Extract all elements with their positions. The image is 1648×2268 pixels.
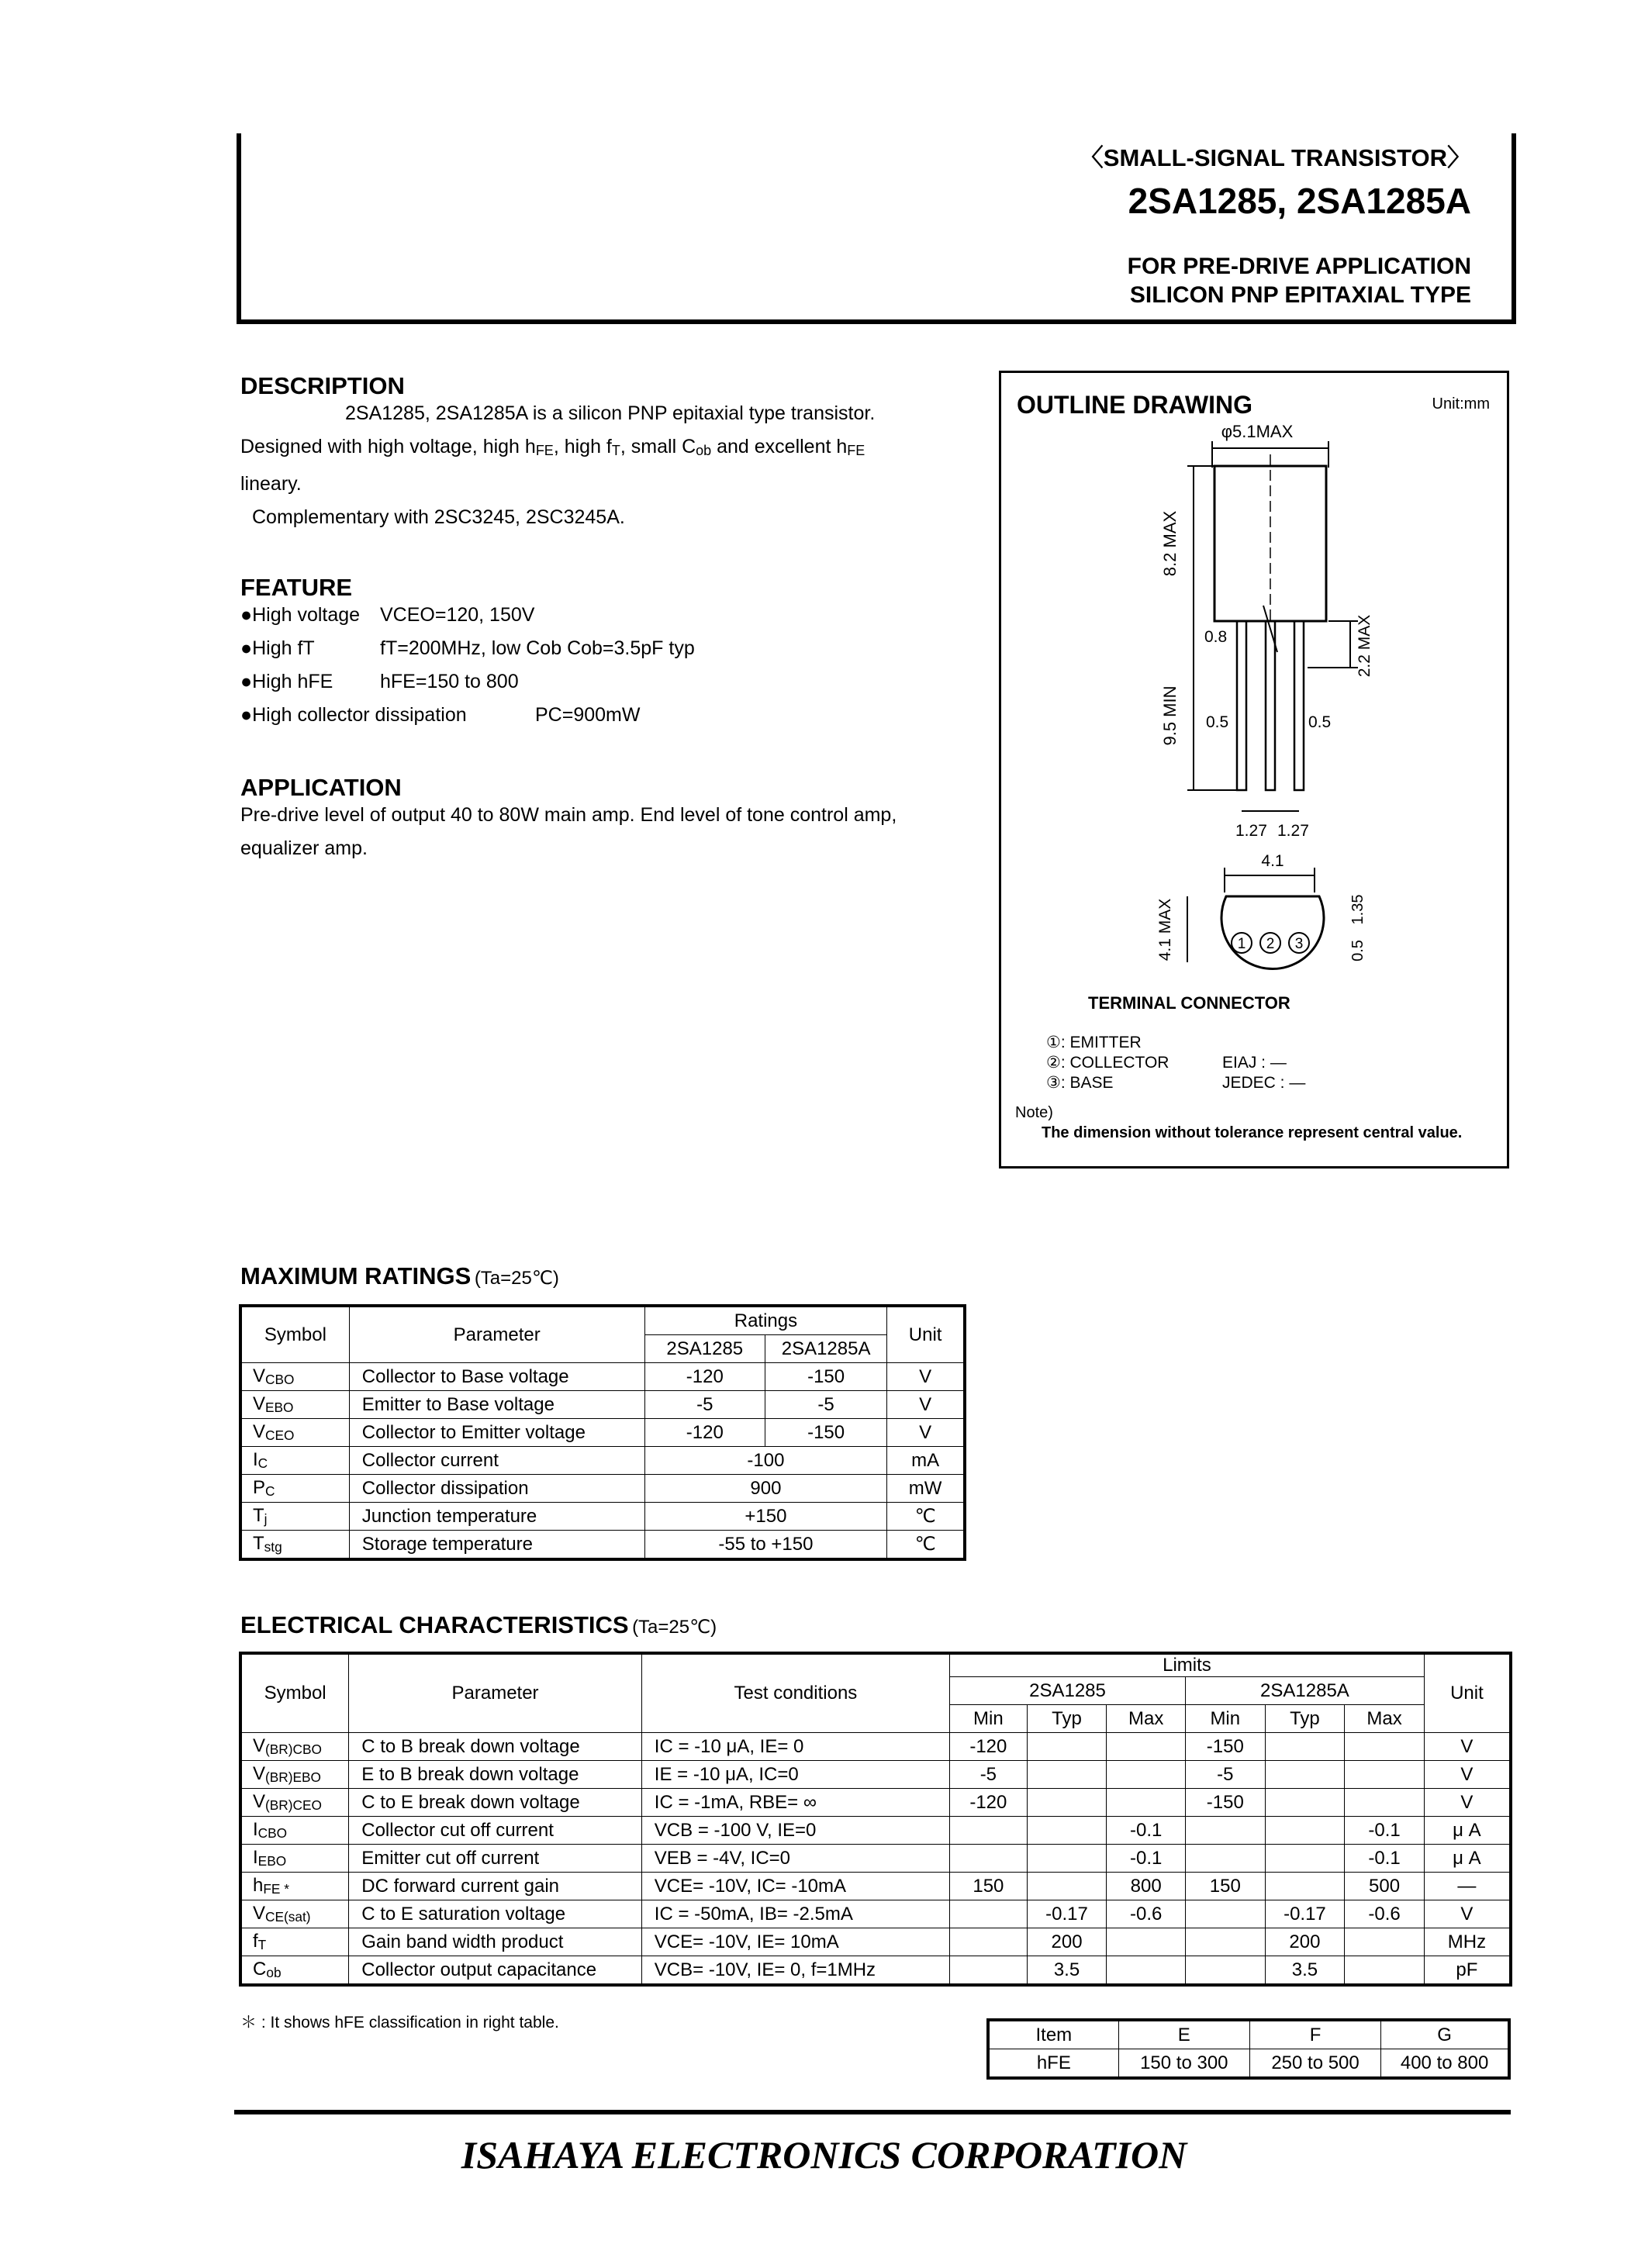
limit-cell [1185,1845,1265,1873]
limit-cell: 150 [1185,1873,1265,1900]
symbol-cell: $V_{CEO}$ [240,1419,349,1447]
test-condition-cell: VCB = -100 V, IE=0 [641,1817,949,1845]
table-row [240,1391,965,1419]
dim-pitch-1: 1.27 [1235,822,1267,840]
note-label: Note) [1015,1104,1053,1121]
limit-cell [1027,1873,1107,1900]
limit-cell [1185,1928,1265,1956]
table-row [240,1789,1511,1817]
feature-item: ●High voltage VCEO=120, 150V [240,604,535,626]
outline-drawing-svg [1001,373,1507,1166]
application-subtitle: FOR PRE-DRIVE APPLICATION [1127,254,1471,279]
limit-cell: -120 [950,1789,1028,1817]
limit-cell [950,1928,1028,1956]
limit-cell: -0.17 [1265,1900,1345,1928]
table-row [240,1733,1511,1761]
table-row [240,1363,965,1391]
header-max: Max [1107,1705,1186,1733]
company-name: ISAHAYA ELECTRONICS CORPORATION [461,2133,1187,2177]
table-row [240,1475,965,1503]
limit-cell [1345,1956,1425,1986]
test-condition-cell: IC = -1mA, RBE= ∞ [641,1789,949,1817]
parameter-cell: Junction temperature [349,1503,644,1531]
parameter-cell: DC forward current gain [349,1873,642,1900]
part-number-title: 2SA1285, 2SA1285A [1128,181,1471,221]
footer-rule [234,2110,1511,2114]
limit-cell: 3.5 [1265,1956,1345,1986]
pin-2-label: 2 [1266,936,1275,952]
description-line-3: lineary. [240,473,302,495]
elec-table [239,1652,1512,1987]
limit-cell: -0.17 [1027,1900,1107,1928]
dim-0-5-right: 0.5 [1308,713,1332,731]
value-cell: -5 [765,1391,886,1419]
value-cell: -100 [644,1447,887,1475]
table-row [240,1900,1511,1928]
dim-4-1: 4.1 [1261,852,1284,870]
note-text: The dimension without tolerance represent central value. [1042,1124,1463,1141]
limit-cell: 800 [1107,1873,1186,1900]
limit-cell [1027,1733,1107,1761]
unit-cell: ℃ [887,1503,965,1531]
parameter-cell: Emitter to Base voltage [349,1391,644,1419]
unit-cell: — [1424,1873,1511,1900]
table-row [240,1447,965,1475]
max-ratings-condition: (Ta=25℃) [474,1268,559,1289]
limit-cell [1265,1845,1345,1873]
limit-cell [1107,1789,1186,1817]
limit-cell [1345,1928,1425,1956]
header-symbol: Symbol [240,1306,349,1363]
symbol-cell: $T_j$ [240,1503,349,1531]
symbol-cell: $h_{FE *}$ [240,1873,349,1900]
class-e-range: 150 to 300 [1118,2049,1249,2079]
table-row [240,1928,1511,1956]
terminal-title: TERMINAL CONNECTOR [1088,993,1290,1013]
parameter-cell: Collector current [349,1447,644,1475]
hfe-label: hFE [988,2049,1118,2079]
unit-cell: μ A [1424,1845,1511,1873]
symbol-cell: $C_{ob}$ [240,1956,349,1986]
parameter-cell: Collector to Base voltage [349,1363,644,1391]
unit-cell: μ A [1424,1817,1511,1845]
feature-item: ●High fT fT=200MHz, low Cob Cob=3.5pF typ [240,637,695,659]
test-condition-cell: VCB= -10V, IE= 0, f=1MHz [641,1956,949,1986]
application-line-1: Pre-drive level of output 40 to 80W main amp. End level of tone control amp, [240,804,897,826]
test-condition-cell: IE = -10 μA, IC=0 [641,1761,949,1789]
test-condition-cell: VEB = -4V, IC=0 [641,1845,949,1873]
dim-0-5-left: 0.5 [1206,713,1229,731]
description-line-1: 2SA1285, 2SA1285A is a silicon PNP epitaxial type transistor. [345,402,876,424]
feature-title: FEATURE [240,574,353,601]
limit-cell [1185,1900,1265,1928]
unit-cell: V [887,1419,965,1447]
eiaj-label: EIAJ : — [1222,1054,1287,1072]
limit-cell [1265,1733,1345,1761]
test-condition-cell: IC = -50mA, IB= -2.5mA [641,1900,949,1928]
unit-cell: V [1424,1900,1511,1928]
test-condition-cell: VCE= -10V, IC= -10mA [641,1873,949,1900]
limit-cell [1027,1817,1107,1845]
unit-cell: pF [1424,1956,1511,1986]
application-line-2: equalizer amp. [240,837,368,859]
limit-cell: 3.5 [1027,1956,1107,1986]
limit-cell [1185,1956,1265,1986]
limit-cell: 500 [1345,1873,1425,1900]
value-cell: -120 [644,1419,765,1447]
table-row [240,1761,1511,1789]
limit-cell: -150 [1185,1733,1265,1761]
limit-cell [950,1900,1028,1928]
dim-0-8: 0.8 [1204,628,1228,646]
header-model-1: 2SA1285 [644,1335,765,1363]
unit-cell: mW [887,1475,965,1503]
symbol-cell: $f_T$ [240,1928,349,1956]
limit-cell [1027,1789,1107,1817]
limit-cell: -0.1 [1345,1817,1425,1845]
limit-cell: -120 [950,1733,1028,1761]
dim-lead-length: 9.5 MIN [1160,685,1180,746]
category-label: 〈SMALL-SIGNAL TRANSISTOR〉 [1079,144,1471,171]
unit-cell: mA [887,1447,965,1475]
parameter-cell: Storage temperature [349,1531,644,1560]
parameter-cell: Emitter cut off current [349,1845,642,1873]
limit-cell: -0.1 [1107,1817,1186,1845]
limit-cell: -0.6 [1345,1900,1425,1928]
value-cell: -120 [644,1363,765,1391]
limit-cell: -0.1 [1345,1845,1425,1873]
table-row [240,1956,1511,1986]
dim-top-lead: 2.2 MAX [1356,614,1373,678]
jedec-label: JEDEC : — [1222,1074,1306,1092]
limit-cell: -5 [950,1761,1028,1789]
pin-1-label: 1 [1237,936,1246,952]
elec-heading [240,1611,717,1639]
header-min: Min [1185,1705,1265,1733]
item-header: Item [988,2020,1118,2049]
dim-diameter: φ5.1MAX [1221,422,1294,441]
value-cell: +150 [644,1503,887,1531]
elec-title: ELECTRICAL CHARACTERISTICS [240,1611,629,1638]
symbol-cell: $I_{EBO}$ [240,1845,349,1873]
type-subtitle: SILICON PNP EPITAXIAL TYPE [1129,282,1471,308]
unit-cell: MHz [1424,1928,1511,1956]
dim-pitch-2: 1.27 [1277,822,1309,840]
limit-cell [950,1845,1028,1873]
dim-1-35: 1.35 [1349,894,1366,925]
description-body [240,397,969,534]
limit-cell [1027,1845,1107,1873]
class-e-header: E [1118,2020,1249,2049]
parameter-cell: Collector to Emitter voltage [349,1419,644,1447]
max-ratings-heading [240,1262,559,1290]
value-cell: -5 [644,1391,765,1419]
symbol-cell: $I_{CBO}$ [240,1817,349,1845]
table-header-row [240,1306,965,1335]
class-f-range: 250 to 500 [1249,2049,1380,2079]
max-ratings-title: MAXIMUM RATINGS [240,1262,472,1289]
header-min: Min [950,1705,1028,1733]
limit-cell [1265,1817,1345,1845]
symbol-cell: $T_{stg}$ [240,1531,349,1560]
symbol-cell: $P_C$ [240,1475,349,1503]
limit-cell [1345,1789,1425,1817]
parameter-cell: C to B break down voltage [349,1733,642,1761]
header-model-2: 2SA1285A [1185,1677,1424,1705]
dim-4-1-max: 4.1 MAX [1156,898,1174,961]
unit-cell: V [887,1363,965,1391]
parameter-cell: Gain band width product [349,1928,642,1956]
terminal-collector: ②: COLLECTOR [1046,1054,1169,1072]
limit-cell [950,1817,1028,1845]
limit-cell: -0.1 [1107,1845,1186,1873]
parameter-cell: Collector output capacitance [349,1956,642,1986]
unit-cell: V [887,1391,965,1419]
description-line-4: Complementary with 2SC3245, 2SC3245A. [252,506,625,529]
feature-list [240,599,695,732]
terminal-base: ③: BASE [1046,1074,1114,1092]
limit-cell [1345,1733,1425,1761]
dim-body-height: 8.2 MAX [1160,510,1180,577]
limit-cell [1107,1761,1186,1789]
limit-cell: -0.6 [1107,1900,1186,1928]
header-symbol: Symbol [240,1653,349,1733]
description-title: DESCRIPTION [240,372,405,399]
parameter-cell: Collector dissipation [349,1475,644,1503]
header-model-2: 2SA1285A [765,1335,886,1363]
table-row [988,2049,1509,2079]
limit-cell: 150 [950,1873,1028,1900]
header-unit: Unit [887,1306,965,1363]
application-title: APPLICATION [240,774,402,801]
table-row [240,1503,965,1531]
value-cell: 900 [644,1475,887,1503]
unit-cell: ℃ [887,1531,965,1560]
value-cell: -55 to +150 [644,1531,887,1560]
value-cell: -150 [765,1363,886,1391]
limit-cell [950,1956,1028,1986]
table-row [240,1419,965,1447]
parameter-cell: C to E break down voltage [349,1789,642,1817]
value-cell: -150 [765,1419,886,1447]
class-g-header: G [1381,2020,1509,2049]
application-body [240,799,897,865]
header-parameter: Parameter [349,1653,642,1733]
elec-condition: (Ta=25℃) [632,1617,717,1638]
unit-cell: V [1424,1761,1511,1789]
outline-title: OUTLINE DRAWING [1017,391,1252,419]
pin-3-label: 3 [1294,936,1304,952]
header-limits: Limits [950,1653,1425,1677]
parameter-cell: E to B break down voltage [349,1761,642,1789]
symbol-cell: $V_{CBO}$ [240,1363,349,1391]
symbol-cell: $I_C$ [240,1447,349,1475]
limit-cell: 200 [1027,1928,1107,1956]
table-row [240,1531,965,1560]
limit-cell [1107,1733,1186,1761]
header-ratings: Ratings [644,1306,887,1335]
table-row [240,1817,1511,1845]
test-condition-cell: IC = -10 μA, IE= 0 [641,1733,949,1761]
header-typ: Typ [1027,1705,1107,1733]
class-f-header: F [1249,2020,1380,2049]
lead-collector [1266,621,1275,790]
test-condition-cell: VCE= -10V, IE= 10mA [641,1928,949,1956]
unit-cell: V [1424,1789,1511,1817]
limit-cell: -150 [1185,1789,1265,1817]
symbol-cell: $V_{(BR)EBO}$ [240,1761,349,1789]
max-ratings-table [239,1304,966,1561]
symbol-cell: $V_{EBO}$ [240,1391,349,1419]
limit-cell: -5 [1185,1761,1265,1789]
terminal-emitter: ①: EMITTER [1046,1034,1142,1051]
limit-cell [1265,1761,1345,1789]
parameter-cell: Collector cut off current [349,1817,642,1845]
feature-item: ●High hFE hFE=150 to 800 [240,671,519,692]
lead-emitter [1237,621,1246,790]
elec-table-body [240,1733,1511,1986]
limit-cell [1345,1761,1425,1789]
limit-cell [1265,1873,1345,1900]
table-row [240,1845,1511,1873]
header-unit: Unit [1424,1653,1511,1733]
header-parameter: Parameter [349,1306,644,1363]
header-test-conditions: Test conditions [641,1653,949,1733]
header-max: Max [1345,1705,1425,1733]
unit-cell: V [1424,1733,1511,1761]
limit-cell [1107,1956,1186,1986]
hfe-class-table [986,2018,1511,2080]
outline-drawing-box [999,371,1509,1169]
description-line-2: Designed with high voltage, high $h_{FE}$, high $f_T$, small $C_{ob}$ and excellent $h_{FE}$ [240,436,865,459]
table-row [240,1873,1511,1900]
feature-item: ●High collector dissipation PC=900mW [240,704,641,726]
header-model-1: 2SA1285 [950,1677,1186,1705]
table-row [988,2020,1509,2049]
header-typ: Typ [1265,1705,1345,1733]
unit-label: Unit:mm [1432,395,1490,413]
elec-footnote: ＊ : It shows hFE classification in right table. [240,2014,559,2032]
table-header-row [240,1653,1511,1677]
lead-base [1294,621,1304,790]
symbol-cell: $V_{(BR)CEO}$ [240,1789,349,1817]
limit-cell [1265,1789,1345,1817]
symbol-cell: $V_{CE(sat)}$ [240,1900,349,1928]
limit-cell [1027,1761,1107,1789]
parameter-cell: C to E saturation voltage [349,1900,642,1928]
class-g-range: 400 to 800 [1381,2049,1509,2079]
limit-cell [1107,1928,1186,1956]
dim-0-5-bottom: 0.5 [1349,940,1366,961]
limit-cell [1185,1817,1265,1845]
header-frame [237,133,1516,324]
symbol-cell: $V_{(BR)CBO}$ [240,1733,349,1761]
limit-cell: 200 [1265,1928,1345,1956]
